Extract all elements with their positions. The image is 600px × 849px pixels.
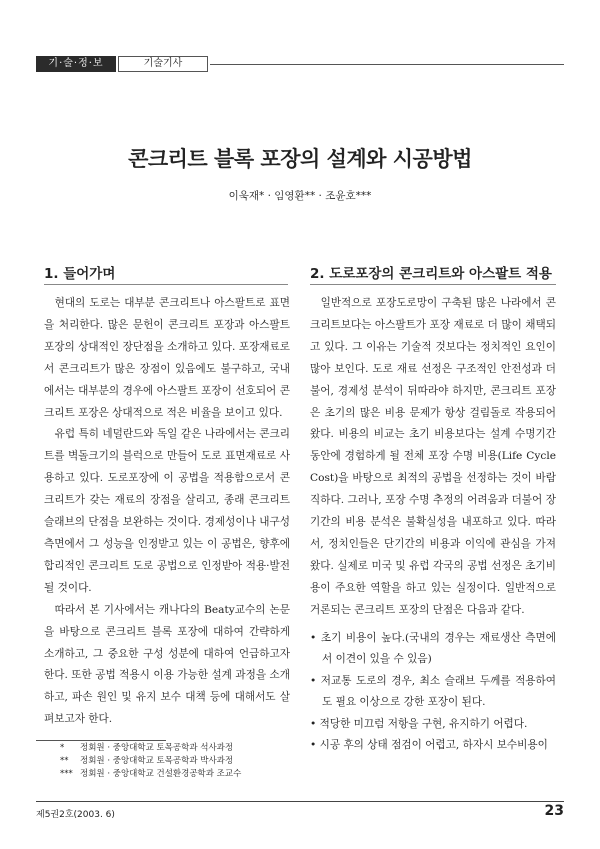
section1-body <box>44 293 290 731</box>
paragraph: 현대의 도로는 대부분 콘크리트나 아스팔트로 표면을 처리한다. 많은 문헌이 콘크리트 포장과 아스팔트 포장의 상대적인 장단점을 소개하고 있다. 포장재료로서 콘크리트가 많은 장점이 있음에도 불구하고, 국내에서는 대부분의 경우에 아스팔트 포장이 선호되어 콘크리트 포장은 상대적으로 적은 비율을 보이고 있다. <box>44 297 290 419</box>
bullet-item: • 적당한 미끄럼 저항을 구현, 유지하기 어렵다. <box>310 717 528 730</box>
footnote-text: 정회원 · 중앙대학교 토목공학과 박사과정 <box>80 755 234 766</box>
paragraph: 유럽 특히 네덜란드와 독일 같은 나라에서는 콘크리트를 벽돌크기의 블럭으로 만들어 도로 표면재료로 사용하고 있다. 도로포장에 이 공법을 적용함으로서 콘크리트가 갖는 재료의 장점을 살리고, 종래 콘크리트 슬래브의 단점을 보완하는 것이다. 경제성이나 내구성 측면에서 그 성능을 인정받고 있는 이 공법은, 향후에 합리적인 콘크리트 도로 공법으로 인정받아 적용·발전될 것이다. <box>44 428 290 594</box>
section2-rule <box>310 284 556 285</box>
paragraph: 일반적으로 포장도로망이 구축된 많은 나라에서 콘크리트보다는 아스팔트가 포장 재료로 더 많이 채택되고 있다. 그 이유는 기술적 것보다는 정치적인 요인이 많아 보인다. 도로 재료 선정은 구조적인 안전성과 더불어, 경제성 분석이 뒤따라야 하지만, 콘크리트 포장은 초기의 많은 비용 문제가 항상 걸림돌로 작용되어 왔다. 비용의 비교는 초기 비용보다는 설계 수명기간동안에 경험하게 될 전체 포장 수명 비용(Life Cycle Cost)을 바탕으로 최적의 공법을 선정하는 것이 바람직하다. 그러나, 포장 수명 추정의 어려움과 더불어 장기간의 비용 분석은 불확실성을 내포하고 있다. 따라서, 정치인들은 단기간의 비용과 이익에 관심을 가져왔다. 실제로 미국 및 유럽 각국의 공법 선정은 초기비용이 주요한 역할을 하고 있는 실정이다. 일반적으로 거론되는 콘크리트 포장의 단점은 다음과 같다. <box>310 297 556 616</box>
footnotes <box>60 742 241 780</box>
section2-body <box>310 293 556 757</box>
article-title: 콘크리트 블록 포장의 설계와 시공방법 <box>128 147 472 171</box>
section1-rule <box>44 284 288 285</box>
footnote-text: 정회원 · 중앙대학교 토목공학과 석사과정 <box>80 743 234 753</box>
bullet-item: • 시공 후의 상태 점검이 어렵고, 하자시 보수비용이 <box>310 739 548 752</box>
running-header <box>36 56 564 72</box>
author-list: 이욱재* · 임영환** · 조윤호*** <box>228 190 372 202</box>
footnote <box>60 768 241 781</box>
issue-info: 제5권2호(2003. 6) <box>36 810 115 820</box>
bullet-item: • 저교통 도로의 경우, 최소 슬래브 두께를 적용하여도 필요 이상으로 강한 포장이 된다. <box>310 674 556 709</box>
section-tag: 기·술·정·보 <box>36 56 116 72</box>
bullet-item: • 초기 비용이 높다.(국내의 경우는 재료생산 측면에서 이견이 있을 수 있음) <box>310 631 556 666</box>
footnote-text: 정회원 · 중앙대학교 건설환경공학과 조교수 <box>80 768 242 779</box>
section2-heading: 2. 도로포장의 콘크리트와 아스팔트 적용 <box>310 266 552 282</box>
header-rule <box>210 64 564 65</box>
footnote-mark: ** <box>60 755 69 766</box>
footnote <box>60 755 241 768</box>
paragraph: 따라서 본 기사에서는 캐나다의 Beaty교수의 논문을 바탕으로 콘크리트 블록 포장에 대하여 간략하게 소개하고, 그 중요한 구성 성분에 대하여 언급하고자 한다. 또한 공법 적용시 이용 가능한 설계 과정을 소개하고, 파손 원인 및 유지 보수 대책 등에 대해서도 살펴보고자 한다. <box>44 603 290 726</box>
footer-rule <box>36 801 564 802</box>
footnote-mark: * <box>60 743 65 753</box>
page-number: 23 <box>544 803 564 819</box>
footnote-mark: *** <box>60 768 73 779</box>
category-tag: 기술기사 <box>118 56 208 72</box>
footnote <box>60 742 241 755</box>
section1-heading: 1. 들어가며 <box>44 266 116 282</box>
footnote-rule <box>36 740 166 741</box>
